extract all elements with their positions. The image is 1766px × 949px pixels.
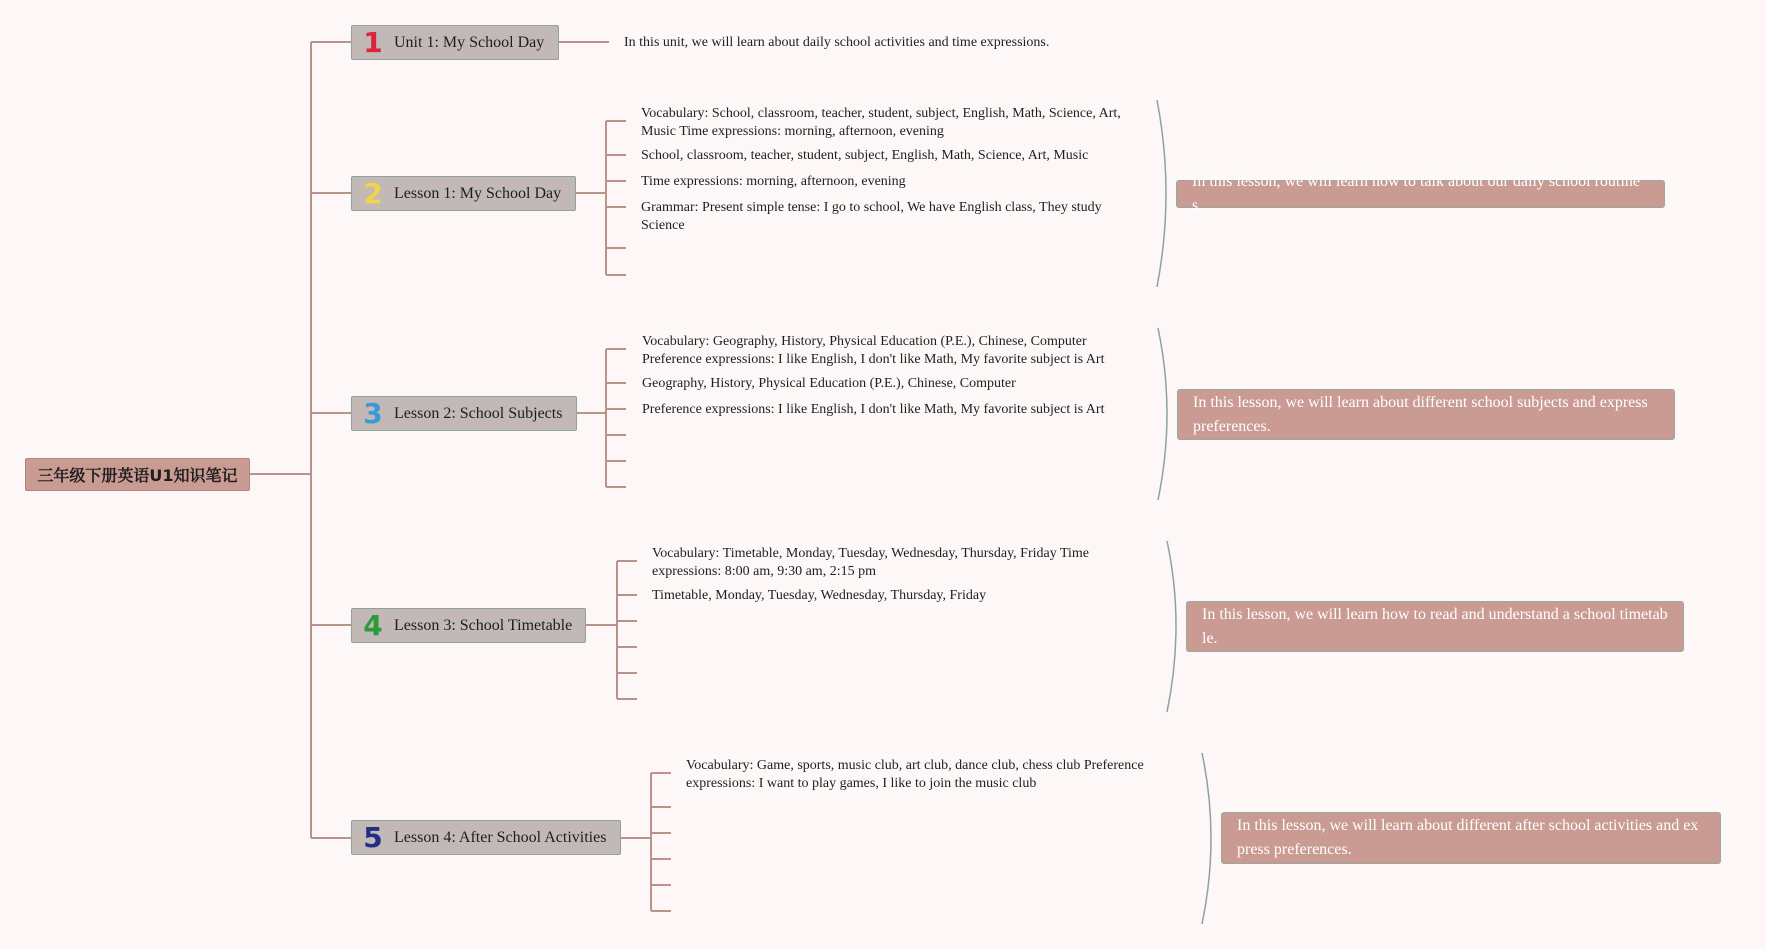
lesson-4-summary[interactable]: In this lesson, we will learn about different after school activities and express preferences.: [1221, 812, 1721, 864]
lesson-1-detail-vocabulary[interactable]: Vocabulary: School, classroom, teacher, student, subject, English, Math, Science, Art, Music Time expressions: morning, afternoon, evening: [641, 106, 1121, 138]
branch-label: Lesson 1: My School Day: [394, 184, 562, 202]
lesson-3-detail-vocabulary[interactable]: Vocabulary: Timetable, Monday, Tuesday, Wednesday, Thursday, Friday Time expressions: 8:00 am, 9:30 am, 2:15 pm: [652, 546, 1090, 578]
branch-unit-1[interactable]: [351, 25, 559, 60]
branch-lesson-2[interactable]: [351, 396, 577, 431]
unit-intro-text[interactable]: In this unit, we will learn about daily school activities and time expressions.: [624, 35, 1050, 50]
number-3-icon: 3: [363, 396, 383, 430]
root-topic[interactable]: 三年级下册英语U1知识笔记: [25, 458, 250, 491]
lesson-2-summary[interactable]: In this lesson, we will learn about different school subjects and express preferences.: [1177, 389, 1675, 440]
number-4-icon: 4: [363, 608, 383, 642]
bracket-lesson-2: [1158, 328, 1167, 500]
branch-lesson-1[interactable]: [351, 176, 576, 211]
lesson-4-detail-vocabulary[interactable]: Vocabulary: Game, sports, music club, art club, dance club, chess club Preference expressions: I want to play games, I like to join the music club: [686, 758, 1144, 790]
bracket-lesson-1: [1157, 100, 1166, 287]
bracket-lesson-3: [1167, 541, 1176, 712]
branch-label: Unit 1: My School Day: [394, 33, 545, 51]
lesson-1-summary[interactable]: In this lesson, we will learn how to talk about our daily school routines.: [1176, 180, 1665, 208]
lesson-1-detail-time[interactable]: Time expressions: morning, afternoon, evening: [641, 174, 906, 189]
lesson-1-detail-grammar[interactable]: Grammar: Present simple tense: I go to school, We have English class, They study Science: [641, 200, 1102, 233]
branch-lesson-3[interactable]: [351, 608, 586, 643]
bracket-lesson-4: [1202, 753, 1211, 924]
lesson-2-detail-vocabulary[interactable]: Vocabulary: Geography, History, Physical Education (P.E.), Chinese, Computer Preference expressions: I like English, I don't like Math, My favorite subject is Art: [642, 334, 1105, 366]
lesson-2-detail-preference[interactable]: Preference expressions: I like English, I don't like Math, My favorite subject is Art: [642, 402, 1105, 417]
number-2-icon: 2: [363, 176, 383, 210]
branch-label: Lesson 2: School Subjects: [394, 404, 563, 422]
lesson-3-detail-days[interactable]: Timetable, Monday, Tuesday, Wednesday, Thursday, Friday: [652, 588, 987, 603]
lesson-2-detail-words[interactable]: Geography, History, Physical Education (P.E.), Chinese, Computer: [642, 376, 1016, 391]
lesson-3-summary[interactable]: In this lesson, we will learn how to read and understand a school timetable.: [1186, 601, 1684, 652]
number-1-icon: 1: [363, 25, 383, 59]
branch-lesson-4[interactable]: [351, 820, 621, 855]
branch-label: Lesson 4: After School Activities: [394, 828, 607, 846]
lesson-1-detail-words[interactable]: School, classroom, teacher, student, subject, English, Math, Science, Art, Music: [641, 148, 1089, 163]
branch-label: Lesson 3: School Timetable: [394, 616, 573, 634]
number-5-icon: 5: [363, 820, 383, 854]
